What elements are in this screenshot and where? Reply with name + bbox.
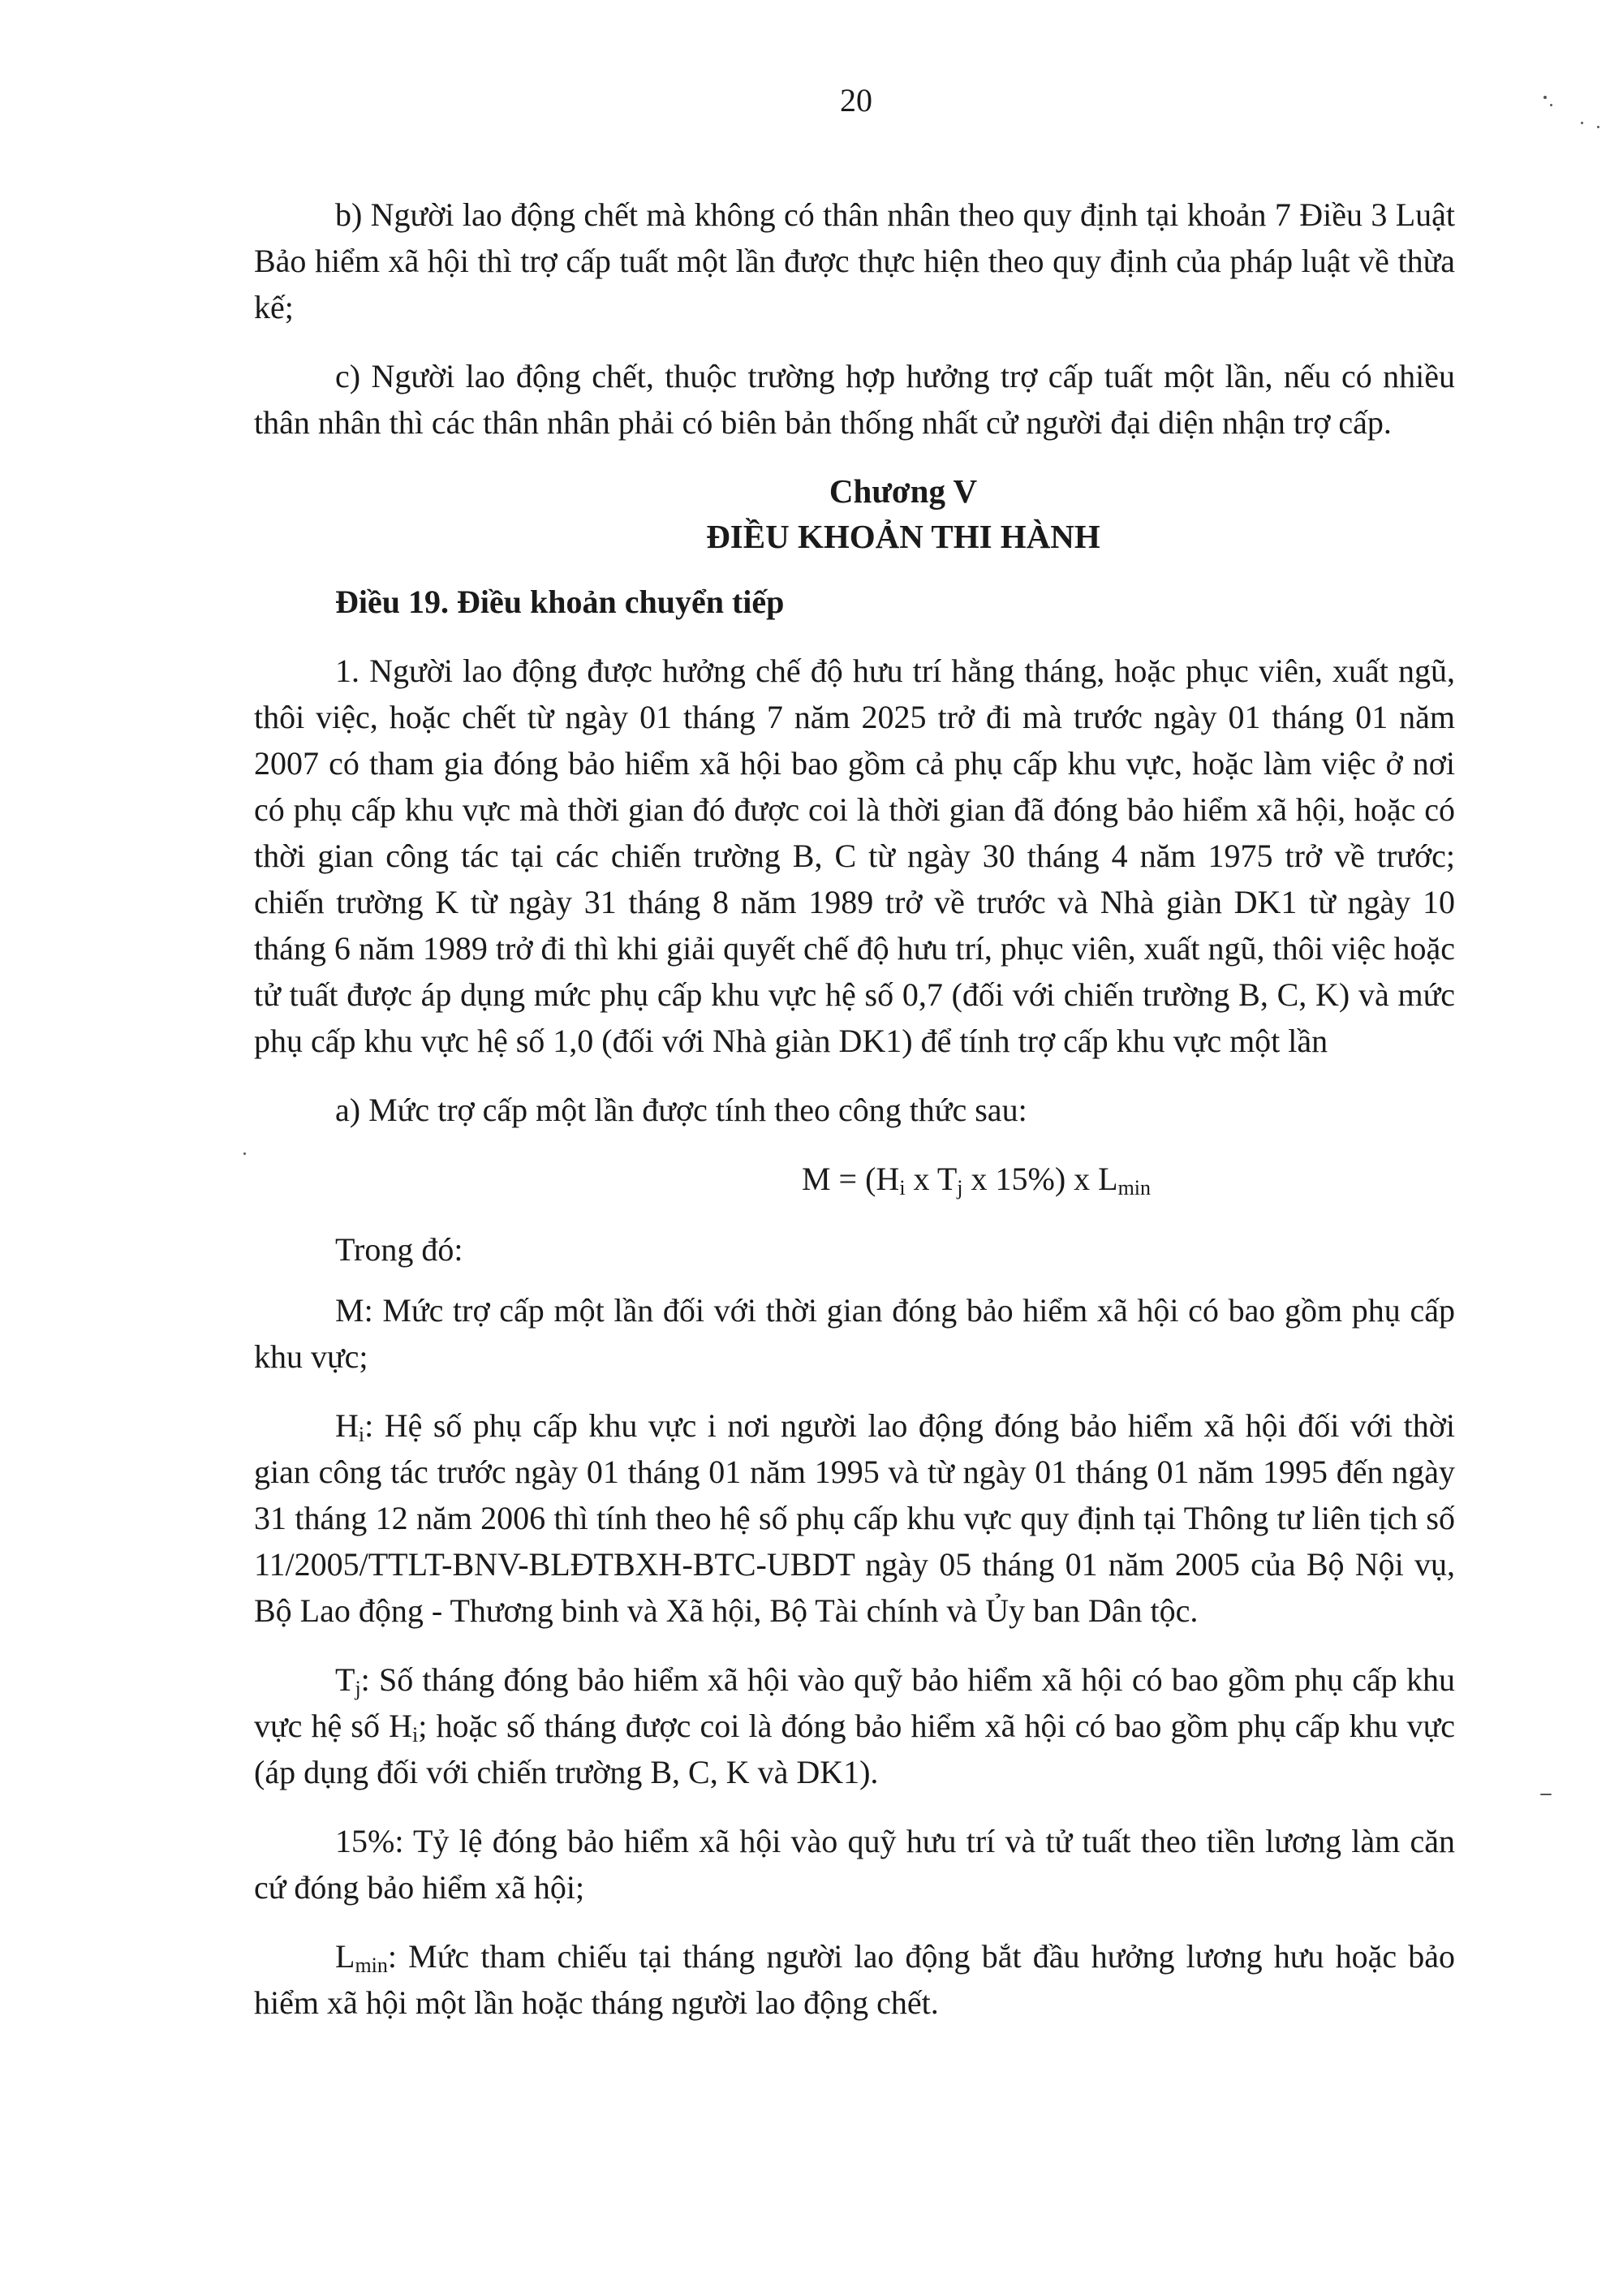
scan-speck — [1597, 126, 1599, 128]
formula-part: x T — [905, 1161, 958, 1197]
formula-sub-i: i — [899, 1176, 906, 1200]
definition-symbol: T — [335, 1661, 355, 1698]
formula — [254, 1156, 1455, 1202]
scan-speck — [1543, 96, 1547, 99]
document-body — [254, 192, 1455, 2048]
definition-text: ; hoặc số tháng được coi là đóng bảo hiểm xã hội có bao gồm phụ cấp khu vực (áp dụng đối với chiến trường B, C, K và DK1). — [254, 1708, 1455, 1790]
article-title: Điều 19. Điều khoản chuyển tiếp — [335, 584, 785, 620]
formula-sub-min: min — [1117, 1176, 1152, 1200]
definition-sub: i — [412, 1723, 419, 1747]
definition-text: : Số tháng đóng bảo hiểm xã hội vào quỹ bảo hiểm xã hội có bao gồm phụ cấp khu vực hệ số H — [254, 1661, 1455, 1744]
formula-part: x 15%) x L — [962, 1161, 1118, 1197]
chapter-heading — [254, 468, 1455, 559]
clause-1: 1. Người lao động được hưởng chế độ hưu trí hằng tháng, hoặc phục viên, xuất ngũ, thôi việc, hoặc chết từ ngày 01 tháng 7 năm 2025 trở đi mà trước ngày 01 tháng 01 năm 2007 có tham gia đóng bảo hiểm xã hội bao gồm cả phụ cấp khu vực, hoặc làm việc ở nơi có phụ cấp khu vực mà thời gian đó được coi là thời gian đã đóng bảo hiểm xã hội, hoặc có thời gian công tác tại các chiến trường B, C từ ngày 30 tháng 4 năm 1975 trở về trước; chiến trường K từ ngày 31 tháng 8 năm 1989 trở về trước và Nhà giàn DK1 từ ngày 10 tháng 6 năm 1989 trở đi thì khi giải quyết chế độ hưu trí, phục viên, xuất ngũ, thôi việc hoặc tử tuất được áp dụng mức phụ cấp khu vực hệ số 0,7 (đối với chiến trường B, C, K) và mức phụ cấp khu vực hệ số 1,0 (đối với Nhà giàn DK1) để tính trợ cấp khu vực một lần — [254, 653, 1455, 1059]
definition-text: : Hệ số phụ cấp khu vực i nơi người lao động đóng bảo hiểm xã hội đối với thời gian công tác trước ngày 01 tháng 01 năm 1995 và từ ngày 01 tháng 01 năm 1995 đến ngày 31 tháng 12 năm 2006 thì tính theo hệ số phụ cấp khu vực quy định tại Thông tư liên tịch số 11/2005/TTLT-BNV-BLĐTBXH-BTC-UBDT ngày 05 tháng 01 năm 2005 của Bộ Nội vụ, Bộ Lao động - Thương binh và Xã hội, Bộ Tài chính và Ủy ban Dân tộc. — [254, 1407, 1455, 1629]
scan-speck — [1581, 122, 1583, 124]
definition-l — [254, 1933, 1455, 2026]
chapter-title: ĐIỀU KHOẢN THI HÀNH — [706, 518, 1100, 555]
paragraph-point-c: c) Người lao động chết, thuộc trường hợp hưởng trợ cấp tuất một lần, nếu có nhiều thân nhân thì các thân nhân phải có biên bản thống nhất cử người đại diện nhận trợ cấp. — [254, 358, 1455, 441]
paragraph-point-b: b) Người lao động chết mà không có thân nhân theo quy định tại khoản 7 Điều 3 Luật Bảo hiểm xã hội thì trợ cấp tuất một lần được thực hiện theo quy định của pháp luật về thừa kế; — [254, 196, 1455, 325]
definition-symbol: L — [335, 1938, 355, 1975]
chapter-label: Chương V — [829, 472, 978, 510]
definition-m: M: Mức trợ cấp một lần đối với thời gian đóng bảo hiểm xã hội có bao gồm phụ cấp khu vực; — [254, 1292, 1455, 1375]
scan-speck — [243, 1152, 246, 1155]
definition-15-percent: 15%: Tỷ lệ đóng bảo hiểm xã hội vào quỹ hưu trí và tử tuất theo tiền lương làm căn cứ đóng bảo hiểm xã hội; — [254, 1823, 1455, 1906]
definition-h — [254, 1402, 1455, 1634]
page-number: 20 — [840, 82, 872, 118]
definition-sub: min — [355, 1954, 388, 1977]
formula-part: M = (H — [801, 1161, 900, 1197]
where-label: Trong đó: — [335, 1231, 463, 1268]
scan-speck — [1540, 1794, 1552, 1795]
point-a: a) Mức trợ cấp một lần được tính theo công thức sau: — [335, 1092, 1027, 1128]
definition-sub: i — [358, 1423, 365, 1446]
scan-speck — [1550, 104, 1552, 106]
formula-sub-j: j — [957, 1176, 963, 1200]
definition-t — [254, 1656, 1455, 1795]
definition-sub: j — [355, 1677, 361, 1700]
definition-symbol: H — [335, 1407, 359, 1444]
definition-text: : Mức tham chiếu tại tháng người lao động bắt đầu hưởng lương hưu hoặc bảo hiểm xã hội một lần hoặc tháng người lao động chết. — [254, 1938, 1455, 2021]
